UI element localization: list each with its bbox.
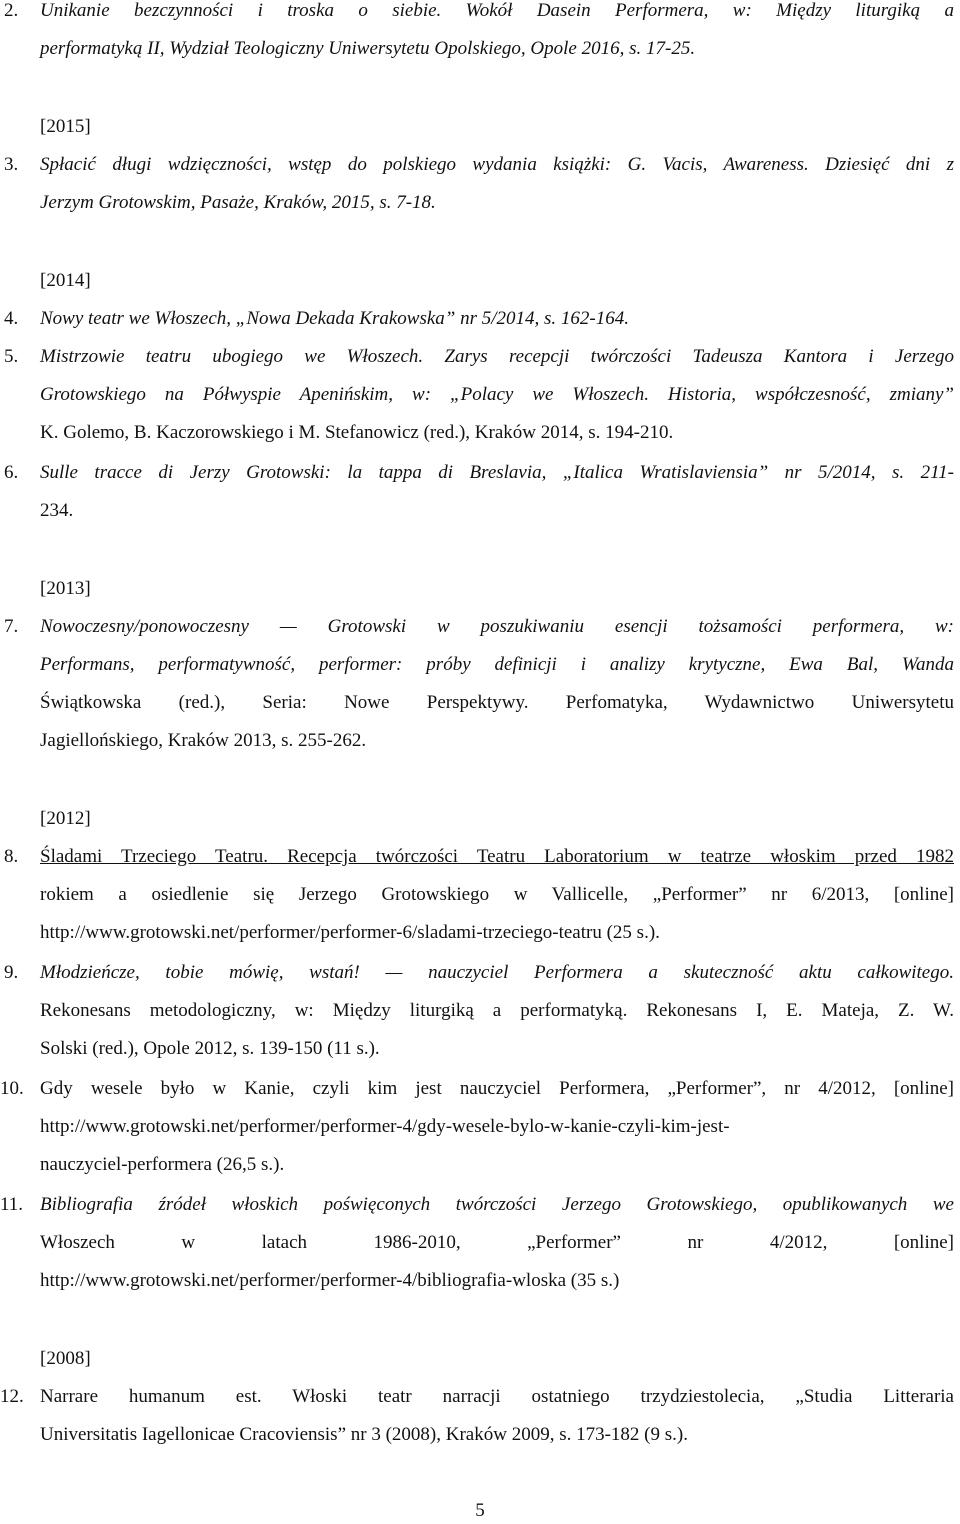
entry-line: Sulle tracce di Jerzy Grotowski: la tappa di Breslavia, „Italica Wratislaviensia” nr 5/2014, s. 211- [40, 462, 954, 483]
entry-line: Świątkowska (red.), Seria: Nowe Perspektywy. Perfomatyka, Wydawnictwo Uniwersytetu [40, 692, 954, 713]
entry-line: Unikanie bezczynności i troska o siebie. Wokół Dasein Performera, w: Między liturgiką a [40, 0, 954, 21]
entry-line: Performans, performatywność, performer: próby definicji i analizy krytyczne, Ewa Bal, Wanda [40, 654, 954, 675]
entry-line: http://www.grotowski.net/performer/performer-4/bibliografia-wloska (35 s.) [40, 1270, 620, 1291]
entry-number: 9. [4, 962, 19, 983]
entry-number: 3. [4, 154, 19, 175]
entry-line: rokiem a osiedlenie się Jerzego Grotowskiego w Vallicelle, „Performer” nr 6/2013, [online] [40, 884, 954, 905]
entry-line: Młodzieńcze, tobie mówię, wstań! — nauczyciel Performera a skuteczność aktu całkowitego. [40, 962, 954, 983]
entry-line: Narrare humanum est. Włoski teatr narracji ostatniego trzydziestolecia, „Studia Litteraria [40, 1386, 954, 1407]
year-label: [2012] [40, 808, 91, 829]
entry-line: Bibliografia źródeł włoskich poświęconych twórczości Jerzego Grotowskiego, opublikowanych we [40, 1194, 954, 1215]
entry-line: Solski (red.), Opole 2012, s. 139-150 (11 s.). [40, 1038, 380, 1059]
entry-line: Jagiellońskiego, Kraków 2013, s. 255-262. [40, 730, 367, 751]
entry-line: Włoszech w latach 1986-2010, „Performer” nr 4/2012, [online] [40, 1232, 954, 1253]
year-label: [2014] [40, 270, 91, 291]
year-label: [2008] [40, 1348, 91, 1369]
entry-line: Universitatis Iagellonicae Cracoviensis” nr 3 (2008), Kraków 2009, s. 173-182 (9 s.). [40, 1424, 688, 1445]
entry-line: Nowoczesny/ponowoczesny — Grotowski w poszukiwaniu esencji tożsamości performera, w: [40, 616, 954, 637]
entry-line: Mistrzowie teatru ubogiego we Włoszech. Zarys recepcji twórczości Tadeusza Kantora i Jerzego [40, 346, 954, 367]
entry-line: http://www.grotowski.net/performer/performer-4/gdy-wesele-bylo-w-kanie-czyli-kim-jest- [40, 1116, 730, 1137]
entry-number: 10. [0, 1078, 24, 1099]
entry-line: Nowy teatr we Włoszech, „Nowa Dekada Krakowska” nr 5/2014, s. 162-164. [40, 308, 629, 329]
entry-number: 4. [4, 308, 19, 329]
entry-number: 8. [4, 846, 19, 867]
entry-line: Rekonesans metodologiczny, w: Między liturgiką a performatyką. Rekonesans I, E. Mateja, Z. W. [40, 1000, 954, 1021]
entry-number: 2. [4, 0, 19, 21]
entry-line: Śladami Trzeciego Teatru. Recepcja twórczości Teatru Laboratorium w teatrze włoskim przed 1982 [40, 846, 954, 867]
entry-line: http://www.grotowski.net/performer/performer-6/sladami-trzeciego-teatru (25 s.). [40, 922, 660, 943]
entry-line: performatyką II, Wydział Teologiczny Uniwersytetu Opolskiego, Opole 2016, s. 17-25. [40, 38, 696, 59]
entry-number: 12. [0, 1386, 24, 1407]
entry-number: 6. [4, 462, 19, 483]
entry-line: nauczyciel-performera (26,5 s.). [40, 1154, 285, 1175]
page-number: 5 [475, 1500, 485, 1521]
entry-number: 7. [4, 616, 19, 637]
entry-line: 234. [40, 500, 74, 521]
year-label: [2015] [40, 116, 91, 137]
entry-line: Spłacić długi wdzięczności, wstęp do polskiego wydania książki: G. Vacis, Awareness. Dziesięć dni z [40, 154, 954, 175]
entry-line: Jerzym Grotowskim, Pasaże, Kraków, 2015, s. 7-18. [40, 192, 436, 213]
entry-line: Grotowskiego na Półwyspie Apenińskim, w: „Polacy we Włoszech. Historia, współczesność, zmiany” [40, 384, 954, 405]
entry-line: Gdy wesele było w Kanie, czyli kim jest nauczyciel Performera, „Performer”, nr 4/2012, [online] [40, 1078, 954, 1099]
entry-number: 5. [4, 346, 19, 367]
entry-line: K. Golemo, B. Kaczorowskiego i M. Stefanowicz (red.), Kraków 2014, s. 194-210. [40, 422, 674, 443]
entry-number: 11. [0, 1194, 24, 1215]
year-label: [2013] [40, 578, 91, 599]
